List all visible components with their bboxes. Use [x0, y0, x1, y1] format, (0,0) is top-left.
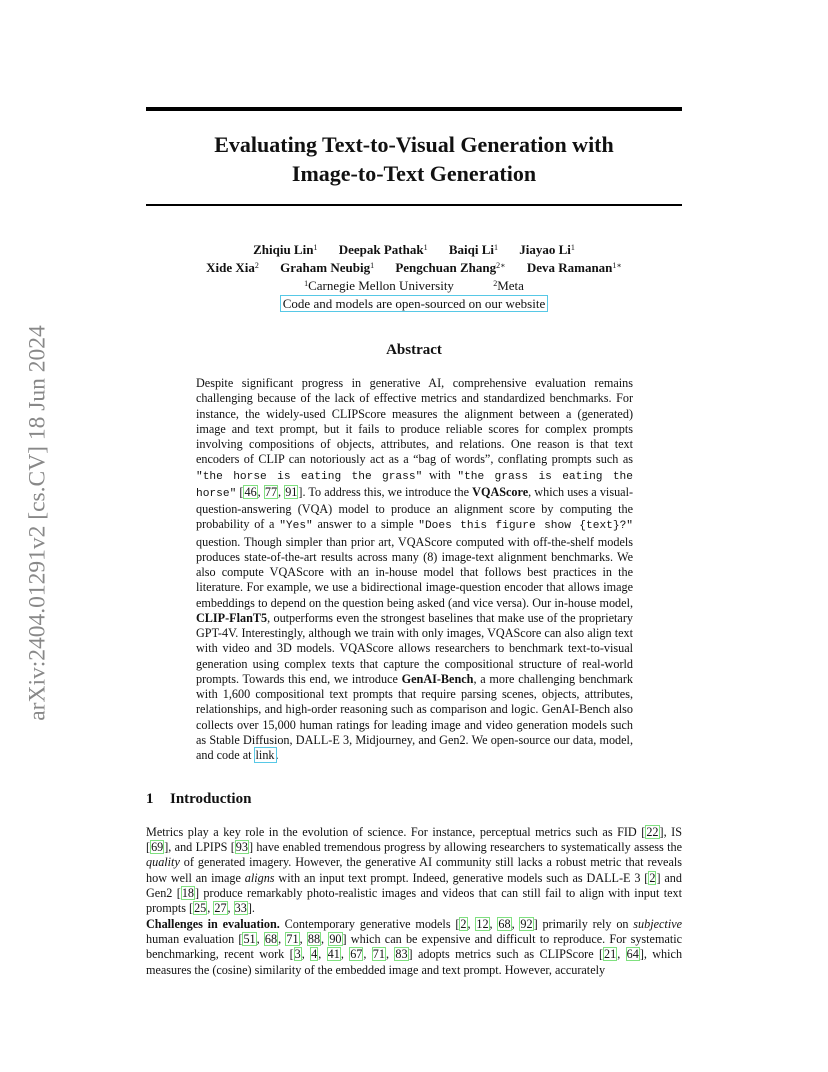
code-snippet: "Yes" [279, 520, 313, 533]
citation-link[interactable]: 83 [395, 947, 408, 962]
citation-link[interactable]: 2 [649, 870, 656, 885]
section-title: Introduction [170, 791, 252, 807]
title-rule-top [146, 107, 682, 111]
citation-link[interactable]: 69 [151, 840, 164, 855]
citation-link[interactable]: 3 [294, 947, 301, 962]
body-text: ] and Gen2 [ [146, 870, 682, 900]
body-text: Contemporary generative models [ [279, 917, 460, 931]
affiliation-row [146, 277, 682, 295]
affiliation-name: Carnegie Mellon University [308, 278, 454, 293]
code-website-link[interactable]: Code and models are open-sourced on our website [280, 295, 548, 312]
author-name: Graham Neubig [280, 260, 371, 275]
emphasis: subjective [633, 917, 683, 931]
abstract-text: Despite significant progress in generative AI, comprehensive evaluation remains challenging because of the lack of effective metrics and standardized benchmarks. For instance, the widely-used CLIPScore measures the alignment between a (generated) image and text prompt, but it fails to produce reliable scores for complex prompts involving compositions of objects, attributes, and relations. One reason is that text encoders of CLIP can notoriously act as a “bag of words”, conflating prompts such as [196, 376, 633, 467]
abstract-text: ]. To address this, we introduce the [298, 484, 473, 499]
citation-link[interactable]: 93 [235, 840, 248, 855]
body-text: human evaluation [ [146, 932, 243, 947]
section-heading-introduction [146, 791, 251, 808]
author-name: Baiqi Li [448, 242, 494, 257]
body-text: ] primarily rely on [533, 917, 634, 931]
affiliation-mark: 2 [493, 279, 498, 288]
paragraph-lead: Challenges in evaluation. [146, 917, 280, 931]
citation-link[interactable]: 21 [604, 947, 617, 962]
author-name: Deva Ramanan [526, 260, 613, 275]
author-name: Jiayao Li [519, 242, 571, 257]
citation-link[interactable]: 68 [264, 932, 278, 947]
citation-link[interactable]: 18 [181, 885, 194, 900]
citation-link[interactable]: 25 [194, 901, 207, 916]
paper-title [146, 130, 682, 188]
affiliation-mark: 1 [313, 243, 318, 252]
emphasis: aligns [244, 870, 275, 885]
abstract-text: , outperforms even the strongest baselines that make use of the proprietary GPT-4V. Interestingly, although we train with only images, VQAScore can also align text with video and 3D models. VQAScore allows researchers to benchmark text-to-visual generation using complex texts that capture the compositional structure of real-world prompts. Towards this end, we introduce [196, 610, 633, 686]
citation-link[interactable]: 67 [350, 947, 363, 962]
arxiv-stamp-text: arXiv:2404.01291v2 [cs.CV] 18 Jun 2024 [24, 325, 51, 721]
abstract-body: Despite significant progress in generative AI, comprehensive evaluation remains challenging because of the lack of effective metrics and standardized benchmarks. For instance, the widely-used CLIPScore measures the alignment between a (generated) image and text prompt, but it fails to produce reliable scores for complex prompts involving compositions of objects, attributes, and relations. One reason is that text encoders of CLIP can notoriously act as a “bag of words”, conflating prompts such as "the horse is eating the grass" with "the grass is eating the horse" [46, 77, 91]. To address this, we introduce the VQAScore, which uses a visual-question-answering (VQA) model to produce an alignment score by computing the probability of a "Yes" answer to a simple "Does this figure show {text}?" question. Though simpler than prior art, VQAScore computed with off-the-shelf models produces state-of-the-art results across many (8) image-text alignment benchmarks. We also compute VQAScore with an in-house model that follows best practices in the literature. For example, we use a bidirectional image-question encoder that allows image embeddings to depend on the question being asked (and vice versa). Our in-house model, CLIP-FlanT5, outperforms even the strongest baselines that make use of the proprietary GPT-4V. Interestingly, although we train with only images, VQAScore can also align text with video and 3D models. VQAScore allows researchers to benchmark text-to-visual generation using complex texts that capture the compositional structure of real-world prompts. Towards this end, we introduce GenAI-Bench, a more challenging benchmark with 1,600 compositional text prompts that require parsing scenes, objects, attributes, relationships, and high-order reasoning such as comparison and logic. GenAI-Bench also collects over 15,000 human ratings for leading image and video generation models such as Stable Diffusion, DALL-E 3, Midjourney, and Gen2. We open-source our data, model, and code at link. [196, 376, 634, 762]
author-row-1 [146, 241, 682, 259]
code-snippet: "the grass is eating the horse" [196, 470, 633, 500]
affiliation-mark: 2∗ [496, 261, 506, 270]
intro-paragraph-2: Challenges in evaluation. Contemporary generative models [2, 12, 68, 92] primarily rely on subjective human evaluation [51, 68, 71, 88, 90] which can be expensive and difficult to reproduce. For systematic benchmarking, recent work [3, 4, 41, 67, 71, 83] adopts metrics such as CLIPScore [21, 64], which measures the (cosine) similarity of the embedded image and text prompt. However, accurately [146, 917, 683, 977]
author-name: Pengchuan Zhang [395, 260, 497, 275]
abstract-text: , a more challenging benchmark with 1,600 compositional text prompts that require parsing scenes, objects, attributes, relationships, and high-order reasoning such as comparison and logic. GenAI-Bench also collects over 15,000 human ratings for leading image and video generation models such as Stable Diffusion, DALL-E 3, Midjourney, and Gen2. We open-source our data, model, and code at [196, 671, 633, 762]
citation-link[interactable]: 12 [476, 917, 489, 931]
body-text: Metrics play a key role in the evolution of science. For instance, perceptual metrics such as FID [ [146, 825, 646, 839]
body-text: ] have enabled tremendous progress by allowing researchers to systematically assess the [248, 840, 682, 855]
code-link[interactable]: link [255, 748, 275, 762]
body-text: ] adopts metrics such as CLIPScore [ [408, 947, 604, 962]
body-text: ] which can be expensive and difficult to reproduce. For systematic benchmarking, recent work [ [146, 932, 683, 962]
code-snippet: "Does this figure show {text}?" [418, 520, 634, 533]
citation-link[interactable]: 51 [243, 932, 256, 947]
citation-link[interactable]: 90 [329, 932, 342, 947]
abstract-heading: Abstract [386, 342, 442, 358]
author-name: Zhiqiu Lin [253, 242, 314, 257]
citation-link[interactable]: 92 [520, 917, 533, 931]
abstract-text: question. Though simpler than prior art, VQAScore computed with off-the-shelf models produces state-of-the-art results across many (8) image-text alignment benchmarks. We also compute VQAScore with an in-house model that follows best practices in the literature. For example, we use a bidirectional image-question encoder that allows image embeddings to depend on the question being asked (and vice versa). Our in-house model, [196, 534, 633, 610]
citation-link[interactable]: 4 [311, 947, 318, 962]
abstract-text: . [275, 748, 279, 762]
title-line-1: Evaluating Text-to-Visual Generation with [214, 132, 614, 157]
term-genai-bench: GenAI-Bench [401, 671, 474, 686]
affiliation-mark: 2 [254, 261, 259, 270]
affiliation-mark: 1∗ [612, 261, 622, 270]
term-clip-flant5: CLIP-FlanT5 [196, 610, 268, 625]
body-text: ], which measures the (cosine) similarity of the embedded image and text prompt. However, accurately [146, 947, 683, 977]
author-row-2 [146, 259, 682, 277]
author-name: Deepak Pathak [338, 242, 424, 257]
citation-link[interactable]: 33 [234, 901, 247, 916]
title-line-2: Image-to-Text Generation [291, 161, 537, 186]
title-rule-bottom [146, 204, 682, 206]
abstract-text: [ [236, 484, 244, 499]
affiliation-name: Meta [497, 278, 524, 293]
citation-link[interactable]: 71 [286, 932, 299, 947]
citation-link[interactable]: 91 [285, 484, 298, 499]
affiliation-mark: 1 [570, 243, 575, 252]
citation-link[interactable]: 77 [264, 484, 278, 499]
body-text: ] produce remarkably photo-realistic images and videos that can still fail to align with input text prompts [ [146, 885, 682, 916]
author-name: Xide Xia [206, 260, 255, 275]
intro-paragraph-1: Metrics play a key role in the evolution of science. For instance, perceptual metrics such as FID [22], IS [69], and LPIPS [93] have enabled tremendous progress by allowing researchers to systematically assess the quality of generated imagery. However, the generative AI community still lacks a robust metric that reveals how well an image aligns with an input text prompt. Indeed, generative models such as DALL-E 3 [2] and Gen2 [18] produce remarkably photo-realistic images and videos that can still fail to align with input text prompts [25, 27, 33]. [146, 825, 682, 916]
citation-link[interactable]: 22 [646, 825, 659, 839]
code-link-row [146, 295, 682, 313]
abstract-text: answer to a simple [312, 517, 419, 532]
abstract-text: , which uses a visual-question-answering (VQA) model to produce an alignment score by computing the probability of a [196, 484, 634, 532]
author-block [146, 241, 682, 313]
citation-link[interactable]: 41 [327, 947, 340, 962]
affiliation-mark: 1 [304, 279, 309, 288]
citation-link[interactable]: 64 [626, 947, 639, 962]
affiliation-mark: 1 [494, 243, 498, 252]
body-text: of generated imagery. However, the generative AI community still lacks a robust metric that reveals how well an image [146, 855, 682, 885]
term-vqascore: VQAScore [472, 484, 529, 499]
abstract-text: with [422, 467, 458, 482]
citation-link[interactable]: 71 [372, 947, 385, 962]
affiliation-mark: 1 [370, 261, 375, 270]
affiliation-mark: 1 [423, 243, 428, 252]
citation-link[interactable]: 88 [307, 932, 321, 947]
body-text: with an input text prompt. Indeed, generative models such as DALL-E 3 [ [274, 870, 649, 885]
arxiv-stamp [24, 290, 52, 756]
citation-link[interactable]: 46 [244, 484, 257, 499]
citation-link[interactable]: 68 [498, 917, 511, 931]
section-number: 1 [146, 791, 154, 807]
emphasis: quality [146, 855, 180, 870]
citation-link[interactable]: 2 [460, 917, 467, 931]
code-snippet: "the horse is eating the grass" [196, 470, 423, 483]
body-text: ], and LPIPS [ [164, 840, 235, 855]
citation-link[interactable]: 27 [214, 901, 227, 916]
body-text: ]. [247, 901, 255, 916]
body-text: ], IS [ [146, 825, 682, 855]
